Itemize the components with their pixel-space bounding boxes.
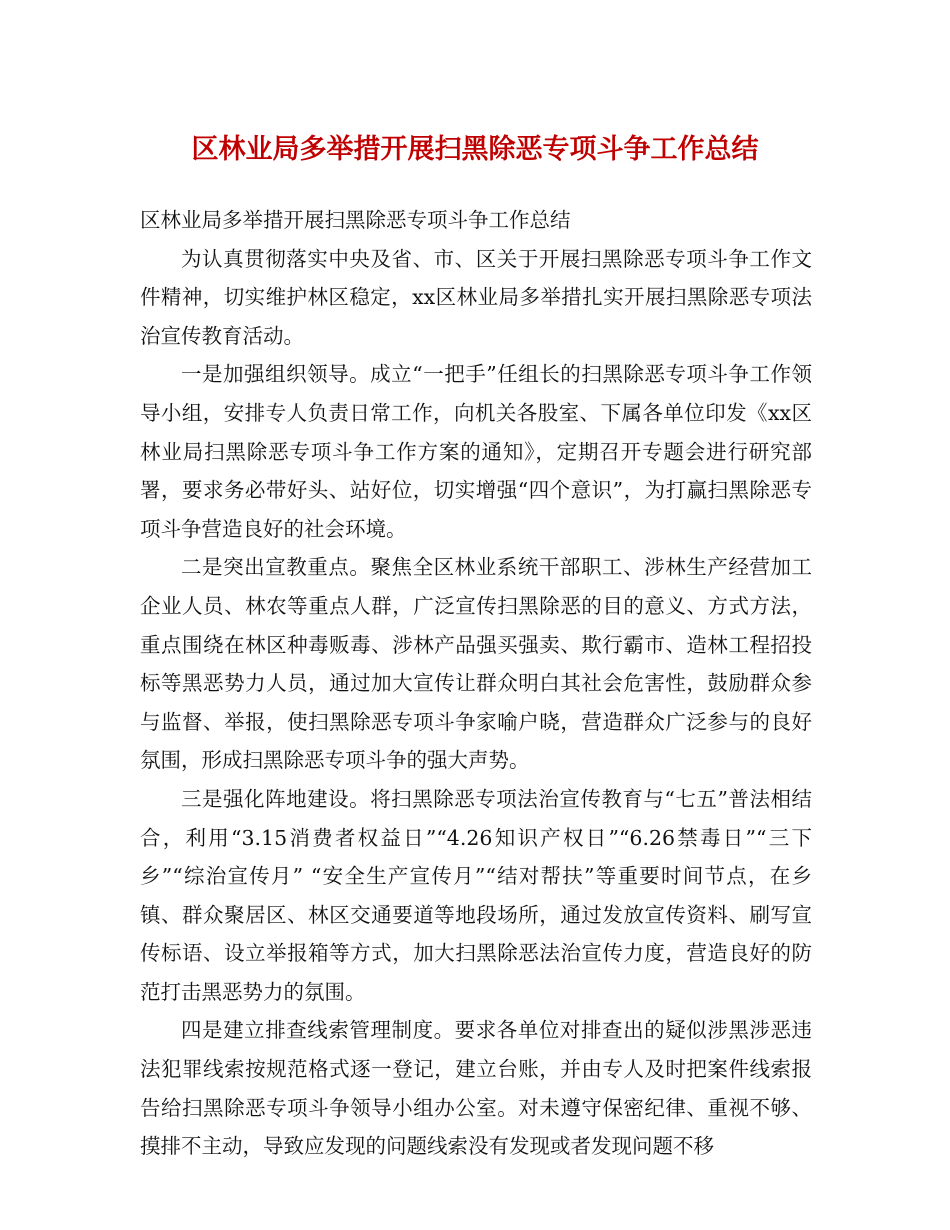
paragraph-intro: 为认真贯彻落实中央及省、市、区关于开展扫黑除恶专项斗争工作文件精神，切实维护林区稳定，xx区林业局多举措扎实开展扫黑除恶专项法治宣传教育活动。	[140, 246, 812, 348]
paragraph-subtitle: 区林业局多举措开展扫黑除恶专项斗争工作总结	[140, 208, 571, 232]
document-title: 区林业局多举措开展扫黑除恶专项斗争工作总结	[191, 134, 759, 165]
paragraph-positions: 三是强化阵地建设。将扫黑除恶专项法治宣传教育与“七五”普法相结合，利用“3.15消费者权益日”“4.26知识产权日”“6.26禁毒日”“三下乡”“综治宣传月” “安全生产宣传月”“结对帮扶”等重要时间节点，在乡镇、群众聚居区、林区交通要道等地段场所，通过发放宣传资料、刷写宣传标语、设立举报箱等方式，加大扫黑除恶法治宣传力度，营造良好的防范打击黑恶势力的氛围。	[140, 786, 812, 1004]
document-body	[140, 201, 812, 1166]
paragraph-organization: 一是加强组织领导。成立“一把手”任组长的扫黑除恶专项斗争工作领导小组，安排专人负责日常工作，向机关各股室、下属各单位印发《xx区林业局扫黑除恶专项斗争工作方案的通知》，定期召开专题会进行研究部署，要求务必带好头、站好位，切实增强“四个意识”，为打赢扫黑除恶专项斗争营造良好的社会环境。	[140, 362, 812, 541]
paragraph-clue-management: 四是建立排查线索管理制度。要求各单位对排查出的疑似涉黑涉恶违法犯罪线索按规范格式逐一登记，建立台账，并由专人及时把案件线索报告给扫黑除恶专项斗争领导小组办公室。对未遵守保密纪律、重视不够、摸排不主动，导致应发现的问题线索没有发现或者发现问题不移	[140, 1018, 812, 1159]
paragraph-publicity: 二是突出宣教重点。聚焦全区林业系统干部职工、涉林生产经营加工企业人员、林农等重点人群，广泛宣传扫黑除恶的目的意义、方式方法，重点围绕在林区种毒贩毒、涉林产品强买强卖、欺行霸市、造林工程招投标等黑恶势力人员，通过加大宣传让群众明白其社会危害性，鼓励群众参与监督、举报，使扫黑除恶专项斗争家喻户晓，营造群众广泛参与的良好氛围，形成扫黑除恶专项斗争的强大声势。	[140, 555, 812, 773]
